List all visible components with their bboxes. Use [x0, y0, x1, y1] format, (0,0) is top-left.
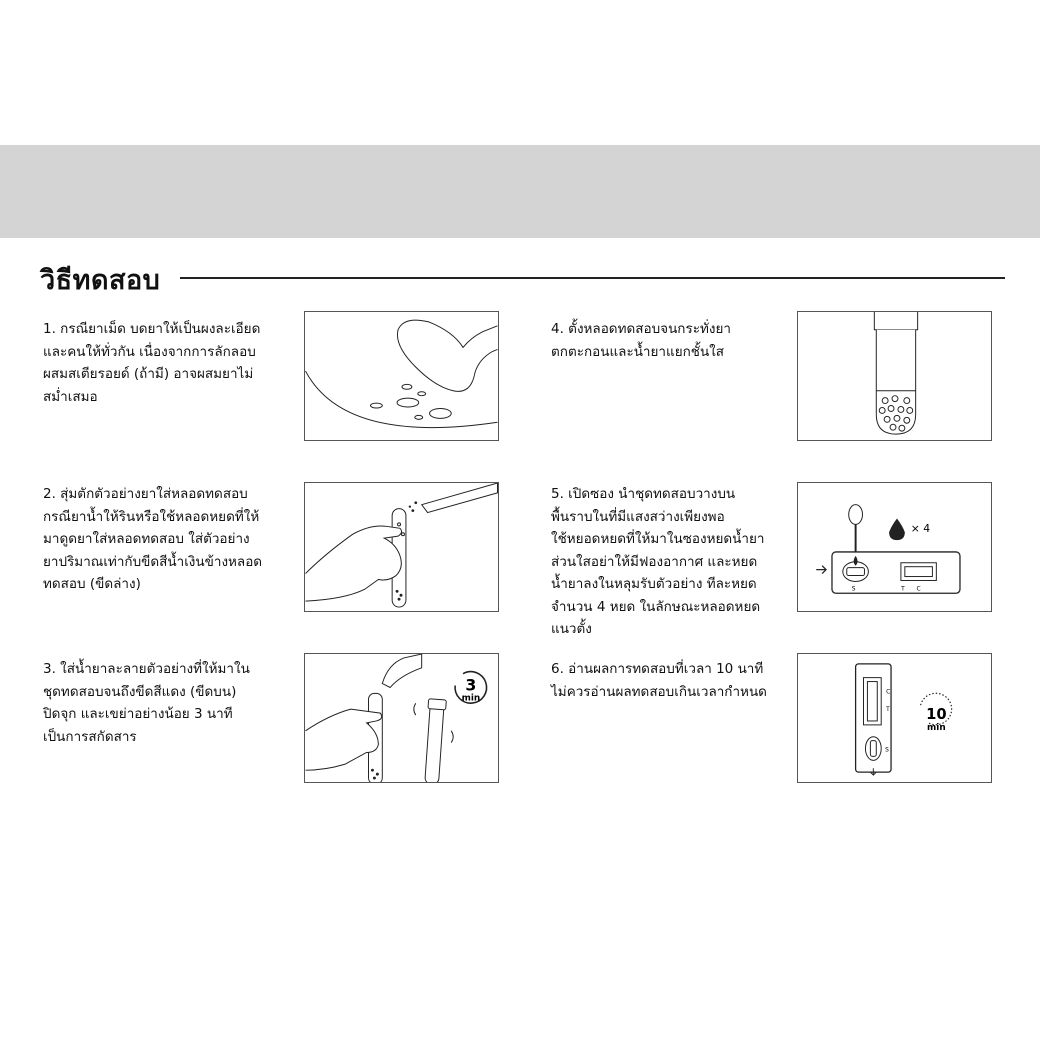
test-line-label: T — [901, 586, 905, 593]
sample-well-label: S — [885, 747, 889, 754]
step-3-illustration — [304, 653, 499, 783]
step-5-illustration — [797, 482, 992, 612]
control-line-label: C — [886, 689, 891, 696]
header-banner — [0, 145, 1040, 238]
step-1-illustration — [304, 311, 499, 441]
test-cassette-drop-icon — [798, 483, 991, 611]
step-4-text: 4. ตั้งหลอดทดสอบจนกระทั่งยา ตกตะกอนและน้ำยาแยกชั้นใส — [551, 321, 731, 360]
step-6-illustration — [797, 653, 992, 783]
drop-count: × 4 — [910, 522, 931, 536]
settled-tube-icon — [798, 312, 991, 440]
step-3-text: 3. ใส่น้ำยาละลายตัวอย่างที่ให้มาใน ชุดทดสอบจนถึงขีดสีแดง (ขีดบน) ปิดจุก และเขย่าอย่างน้อย 3 นาที เป็นการสกัดสาร — [43, 661, 250, 745]
step-1-text: 1. กรณียาเม็ด บดยาให้เป็นผงละเอียด และคนให้ทั่วกัน เนื่องจากการลักลอบ ผสมสเตียรอยด์ (ถ้ามี) อาจผสมยาไม่ สม่ำเสมอ — [43, 321, 261, 405]
step-2-text: 2. สุ่มตักตัวอย่างยาใส่หลอดทดสอบ กรณียาน้ำให้รินหรือใช้หลอดหยดที่ให้ มาดูดยาใส่หลอดทดสอบ ใส่ตัวอย่าง ยาปริมาณเท่ากับขีดสีน้ำเงินข้างหลอด ทดสอบ (ขีดล่าง) — [43, 486, 263, 592]
hand-holding-tube-icon — [305, 483, 498, 611]
control-line-label: C — [916, 586, 921, 593]
grinding-pestle-icon — [305, 312, 498, 440]
title-divider — [180, 277, 1005, 279]
drop-icon — [889, 518, 905, 540]
page-title: วิธีทดสอบ — [40, 265, 161, 296]
step-4-illustration — [797, 311, 992, 441]
read-result-icon — [798, 654, 991, 782]
timer-value: 3 — [465, 675, 477, 695]
step-5-text: 5. เปิดซอง นำชุดทดสอบวางบน พื้นราบในที่มีแสงสว่างเพียงพอ ใช้หยอดหยดที่ให้มาในซองหยดน้ำยา ส่วนใสอย่าให้มีฟองอากาศ และหยด น้ำยาลงในหลุมรับตัวอย่าง ทีละหยด จำนวน 4 หยด ในลักษณะหลอดหยด แนวตั้ง — [551, 486, 765, 637]
step-6-text: 6. อ่านผลการทดสอบที่เวลา 10 นาที ไม่ควรอ่านผลทดสอบเกินเวลากำหนด — [551, 661, 767, 700]
step-2-illustration — [304, 482, 499, 612]
shake-tube-icon — [305, 654, 498, 782]
timer-unit: min — [461, 693, 481, 704]
test-line-label: T — [886, 707, 890, 714]
timer-unit: min — [927, 722, 946, 733]
sample-well-label: S — [851, 586, 856, 593]
timer-value: 10 — [926, 705, 947, 723]
